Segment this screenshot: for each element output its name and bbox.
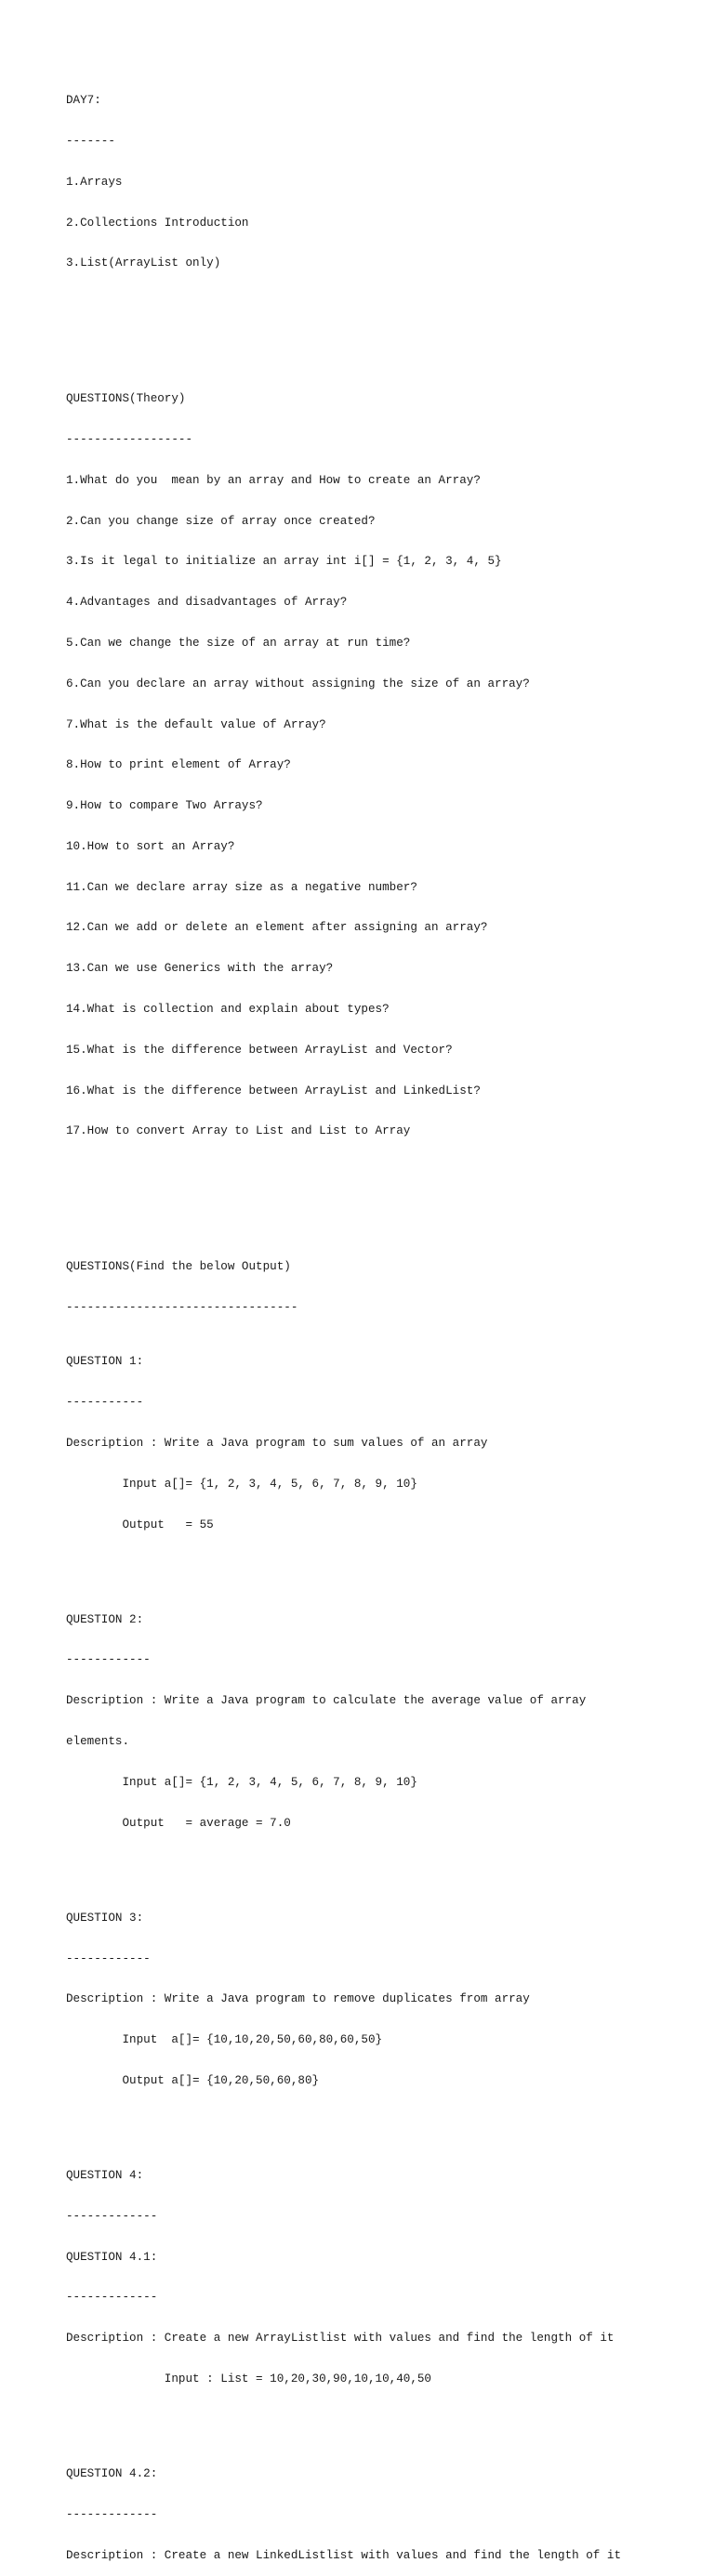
theory-question: 10.How to sort an Array? <box>66 839 235 853</box>
question-4-1-rule: ------------- <box>66 2291 158 2305</box>
theory-question: 12.Can we add or delete an element after assigning an array? <box>66 921 488 935</box>
theory-question: 9.How to compare Two Arrays? <box>66 799 263 813</box>
theory-question: 7.What is the default value of Array? <box>66 717 326 731</box>
question-3-input: Input a[]= {10,10,20,50,60,80,60,50} <box>66 2033 383 2047</box>
question-3-output: Output a[]= {10,20,50,60,80} <box>66 2073 320 2087</box>
question-3-description: Description : Write a Java program to remove duplicates from array <box>66 1992 530 2006</box>
spacer <box>66 1165 698 1179</box>
question-2-output: Output = average = 7.0 <box>66 1816 291 1830</box>
question-4-1-description: Description : Create a new ArrayListlist with values and find the length of it <box>66 2332 615 2346</box>
question-2-title: QUESTION 2: <box>66 1612 144 1626</box>
theory-question: 15.What is the difference between ArrayList and Vector? <box>66 1043 453 1057</box>
spacer <box>66 338 698 352</box>
theory-question: 1.What do you mean by an array and How to create an Array? <box>66 473 481 487</box>
theory-question: 11.Can we declare array size as a negative number? <box>66 880 417 894</box>
theory-question: 8.How to print element of Array? <box>66 758 291 772</box>
question-3-title: QUESTION 3: <box>66 1911 144 1925</box>
spacer <box>66 1857 698 1871</box>
spacer <box>66 1558 698 1572</box>
day-rule: ------- <box>66 134 115 148</box>
question-2-description: Description : Write a Java program to calculate the average value of array <box>66 1694 587 1708</box>
question-1-rule: ----------- <box>66 1396 144 1410</box>
day-title: DAY7: <box>66 94 101 108</box>
question-4-rule: ------------- <box>66 2209 158 2223</box>
question-1-title: QUESTION 1: <box>66 1355 144 1369</box>
theory-question: 3.Is it legal to initialize an array int i[] = {1, 2, 3, 4, 5} <box>66 555 502 569</box>
question-2-input: Input a[]= {1, 2, 3, 4, 5, 6, 7, 8, 9, 10} <box>66 1775 417 1789</box>
theory-question: 6.Can you declare an array without assigning the size of an array? <box>66 677 530 690</box>
document-page <box>66 67 698 2576</box>
question-1-input: Input a[]= {1, 2, 3, 4, 5, 6, 7, 8, 9, 10} <box>66 1477 417 1491</box>
theory-question: 2.Can you change size of array once created? <box>66 514 376 528</box>
spacer <box>66 297 698 311</box>
output-rule: --------------------------------- <box>66 1301 298 1315</box>
question-4-2-rule: ------------- <box>66 2507 158 2521</box>
spacer <box>66 2115 698 2129</box>
question-1-description: Description : Write a Java program to sum values of an array <box>66 1436 488 1450</box>
spacer <box>66 2413 698 2427</box>
theory-question: 17.How to convert Array to List and List to Array <box>66 1124 411 1138</box>
theory-question: 5.Can we change the size of an array at run time? <box>66 636 411 650</box>
topic-item: 1.Arrays <box>66 175 123 189</box>
theory-question: 4.Advantages and disadvantages of Array? <box>66 596 348 610</box>
question-2-rule: ------------ <box>66 1653 151 1667</box>
theory-title: QUESTIONS(Theory) <box>66 392 186 406</box>
topic-item: 2.Collections Introduction <box>66 216 249 230</box>
question-4-1-title: QUESTION 4.1: <box>66 2250 158 2264</box>
question-2-description-cont: elements. <box>66 1735 130 1749</box>
theory-question: 13.Can we use Generics with the array? <box>66 962 334 976</box>
spacer <box>66 1206 698 1220</box>
question-3-rule: ------------ <box>66 1952 151 1965</box>
question-4-1-input: Input : List = 10,20,30,90,10,10,40,50 <box>66 2372 431 2385</box>
topic-item: 3.List(ArrayList only) <box>66 256 221 270</box>
question-4-title: QUESTION 4: <box>66 2169 144 2183</box>
theory-question: 14.What is collection and explain about types? <box>66 1002 390 1016</box>
question-4-2-title: QUESTION 4.2: <box>66 2467 158 2481</box>
theory-rule: ------------------ <box>66 433 193 447</box>
output-title: QUESTIONS(Find the below Output) <box>66 1260 291 1274</box>
question-1-output: Output = 55 <box>66 1518 214 1531</box>
theory-question: 16.What is the difference between ArrayList and LinkedList? <box>66 1084 481 1097</box>
question-4-2-description: Description : Create a new LinkedListlist with values and find the length of it <box>66 2548 622 2562</box>
